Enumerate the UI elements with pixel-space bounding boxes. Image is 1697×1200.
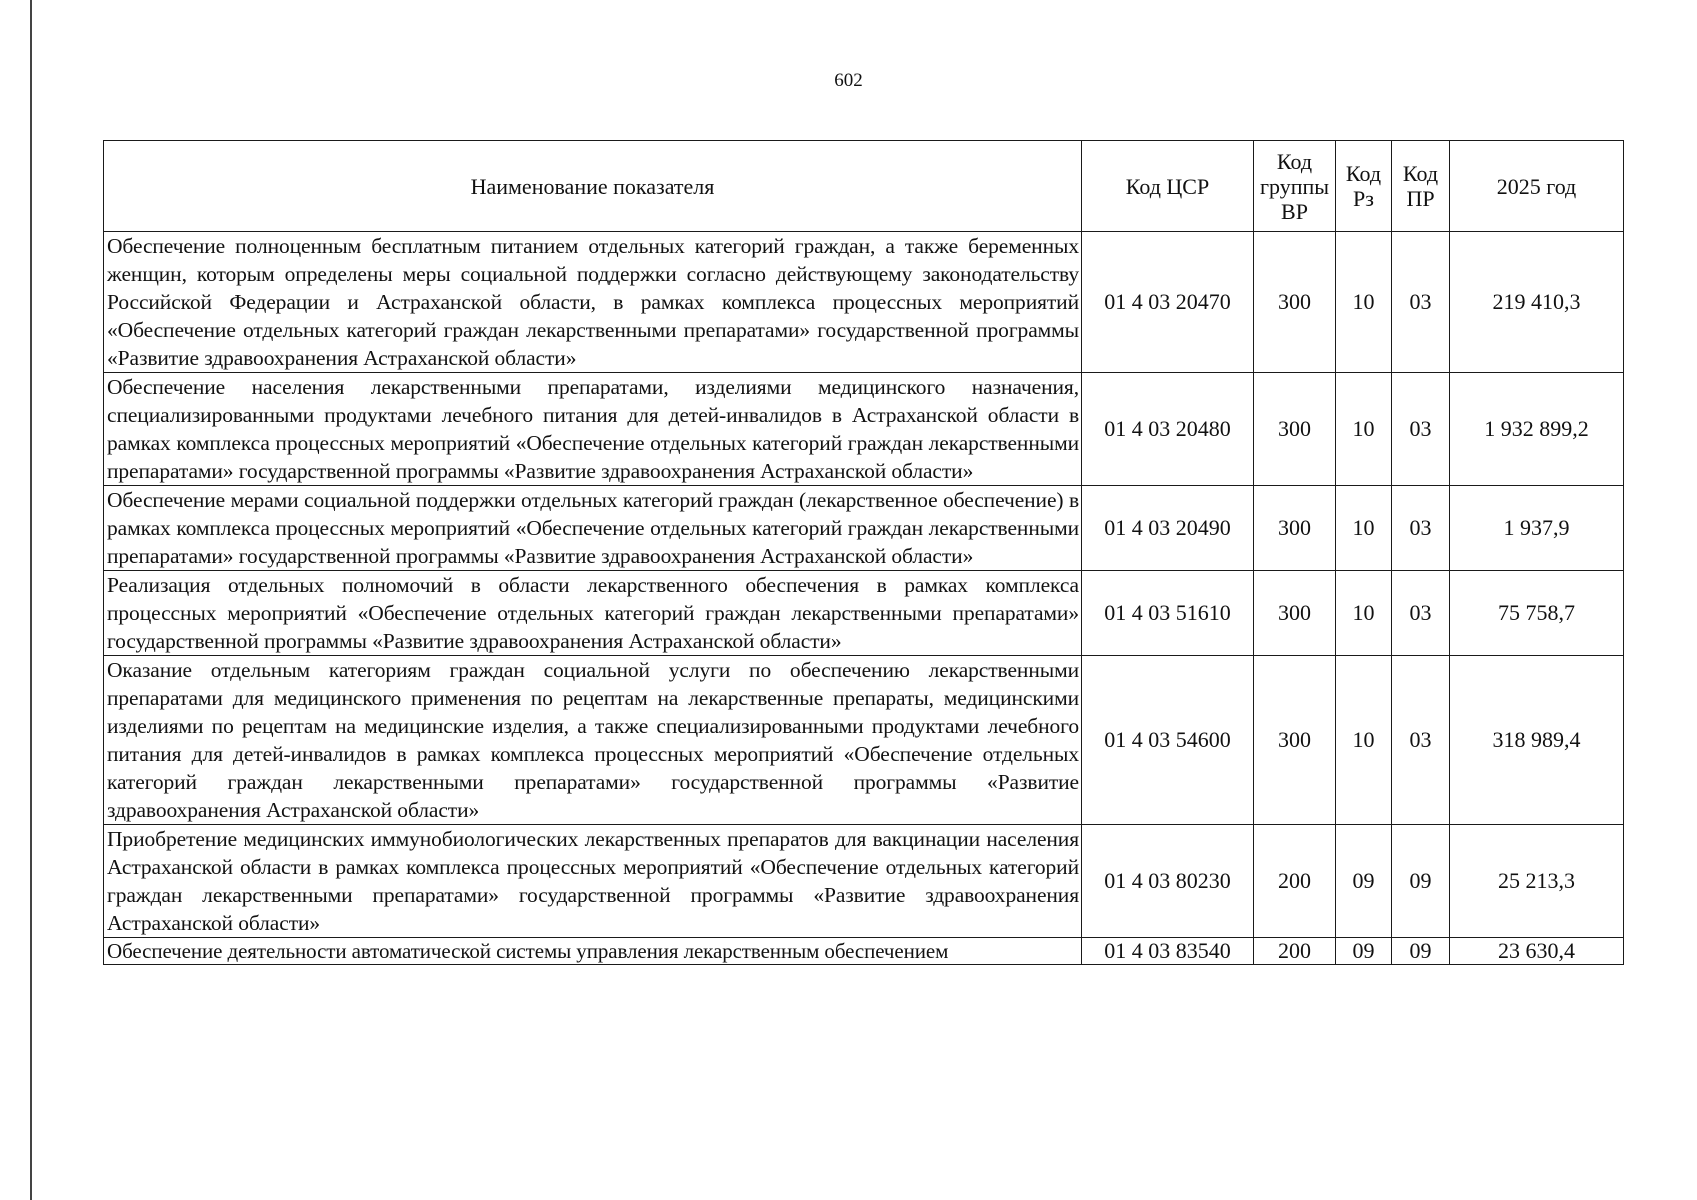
table-row xyxy=(104,571,1624,656)
header-pr-line2: ПР xyxy=(1406,186,1435,211)
row-rz: 09 xyxy=(1336,938,1392,965)
row-csr: 01 4 03 54600 xyxy=(1082,656,1254,825)
row-name: Приобретение медицинских иммунобиологических лекарственных препаратов для вакцинации населения Астраханской области в рамках комплекса процессных мероприятий «Обеспечение отдельных категорий граждан лекарственными препаратами» государственной программы «Развитие здравоохранения Астраханской области» xyxy=(104,825,1082,938)
row-vr: 200 xyxy=(1254,938,1336,965)
row-amount: 25 213,3 xyxy=(1450,825,1624,938)
header-rz-line2: Рз xyxy=(1353,186,1374,211)
row-pr: 09 xyxy=(1392,938,1450,965)
header-pr xyxy=(1392,141,1450,232)
row-name: Оказание отдельным категориям граждан социальной услуги по обеспечению лекарственными препаратами для медицинского применения по рецептам на лекарственные препараты, медицинскими изделиями по рецептам на медицинские изделия, а также специализированными продуктами лечебного питания для детей-инвалидов в рамках комплекса процессных мероприятий «Обеспечение отдельных категорий граждан лекарственными препаратами» государственной программы «Развитие здравоохранения Астраханской области» xyxy=(104,656,1082,825)
row-csr: 01 4 03 80230 xyxy=(1082,825,1254,938)
header-rz xyxy=(1336,141,1392,232)
row-csr: 01 4 03 51610 xyxy=(1082,571,1254,656)
row-vr: 300 xyxy=(1254,571,1336,656)
row-csr: 01 4 03 20490 xyxy=(1082,486,1254,571)
row-name: Реализация отдельных полномочий в области лекарственного обеспечения в рамках комплекса процессных мероприятий «Обеспечение отдельных категорий граждан лекарственными препаратами» государственной программы «Развитие здравоохранения Астраханской области» xyxy=(104,571,1082,656)
row-vr: 300 xyxy=(1254,656,1336,825)
row-rz: 10 xyxy=(1336,486,1392,571)
row-pr: 03 xyxy=(1392,232,1450,373)
header-rz-line1: Код xyxy=(1345,161,1382,186)
page-number: 602 xyxy=(834,70,863,91)
table-header-row xyxy=(104,141,1624,232)
row-amount: 1 937,9 xyxy=(1450,486,1624,571)
row-vr: 300 xyxy=(1254,373,1336,486)
row-name: Обеспечение населения лекарственными препаратами, изделиями медицинского назначения, специализированными продуктами лечебного питания для детей-инвалидов в Астраханской области в рамках комплекса процессных мероприятий «Обеспечение отдельных категорий граждан лекарственными препаратами» государственной программы «Развитие здравоохранения Астраханской области» xyxy=(104,373,1082,486)
row-rz: 10 xyxy=(1336,373,1392,486)
row-amount: 75 758,7 xyxy=(1450,571,1624,656)
row-amount: 219 410,3 xyxy=(1450,232,1624,373)
header-csr: Код ЦСР xyxy=(1082,141,1254,232)
row-rz: 10 xyxy=(1336,571,1392,656)
row-rz: 10 xyxy=(1336,232,1392,373)
row-pr: 03 xyxy=(1392,486,1450,571)
table-row xyxy=(104,486,1624,571)
header-vr-line1: Код xyxy=(1276,148,1313,174)
row-csr: 01 4 03 20470 xyxy=(1082,232,1254,373)
header-name: Наименование показателя xyxy=(104,141,1082,232)
header-year: 2025 год xyxy=(1450,141,1624,232)
table-row xyxy=(104,938,1624,965)
row-amount: 1 932 899,2 xyxy=(1450,373,1624,486)
table-row xyxy=(104,232,1624,373)
scan-edge-line xyxy=(30,0,32,1200)
header-vr-line3: ВР xyxy=(1281,198,1308,224)
table-row xyxy=(104,373,1624,486)
table-row xyxy=(104,656,1624,825)
row-pr: 03 xyxy=(1392,373,1450,486)
row-amount: 23 630,4 xyxy=(1450,938,1624,965)
row-name: Обеспечение деятельности автоматической системы управления лекарственным обеспечением xyxy=(104,938,1082,965)
row-pr: 03 xyxy=(1392,656,1450,825)
row-vr: 300 xyxy=(1254,486,1336,571)
header-vr xyxy=(1254,141,1336,232)
row-csr: 01 4 03 20480 xyxy=(1082,373,1254,486)
row-name: Обеспечение полноценным бесплатным питанием отдельных категорий граждан, а также беременных женщин, которым определены меры социальной поддержки согласно действующему законодательству Российской Федерации и Астраханской области, в рамках комплекса процессных мероприятий «Обеспечение отдельных категорий граждан лекарственными препаратами» государственной программы «Развитие здравоохранения Астраханской области» xyxy=(104,232,1082,373)
header-pr-line1: Код xyxy=(1402,161,1439,186)
row-vr: 300 xyxy=(1254,232,1336,373)
row-rz: 10 xyxy=(1336,656,1392,825)
row-pr: 03 xyxy=(1392,571,1450,656)
row-pr: 09 xyxy=(1392,825,1450,938)
budget-table xyxy=(103,140,1624,965)
row-amount: 318 989,4 xyxy=(1450,656,1624,825)
row-name: Обеспечение мерами социальной поддержки отдельных категорий граждан (лекарственное обеспечение) в рамках комплекса процессных мероприятий «Обеспечение отдельных категорий граждан лекарственными препаратами» государственной программы «Развитие здравоохранения Астраханской области» xyxy=(104,486,1082,571)
row-rz: 09 xyxy=(1336,825,1392,938)
row-csr: 01 4 03 83540 xyxy=(1082,938,1254,965)
row-vr: 200 xyxy=(1254,825,1336,938)
header-vr-line2: группы xyxy=(1259,173,1330,199)
table-row xyxy=(104,825,1624,938)
